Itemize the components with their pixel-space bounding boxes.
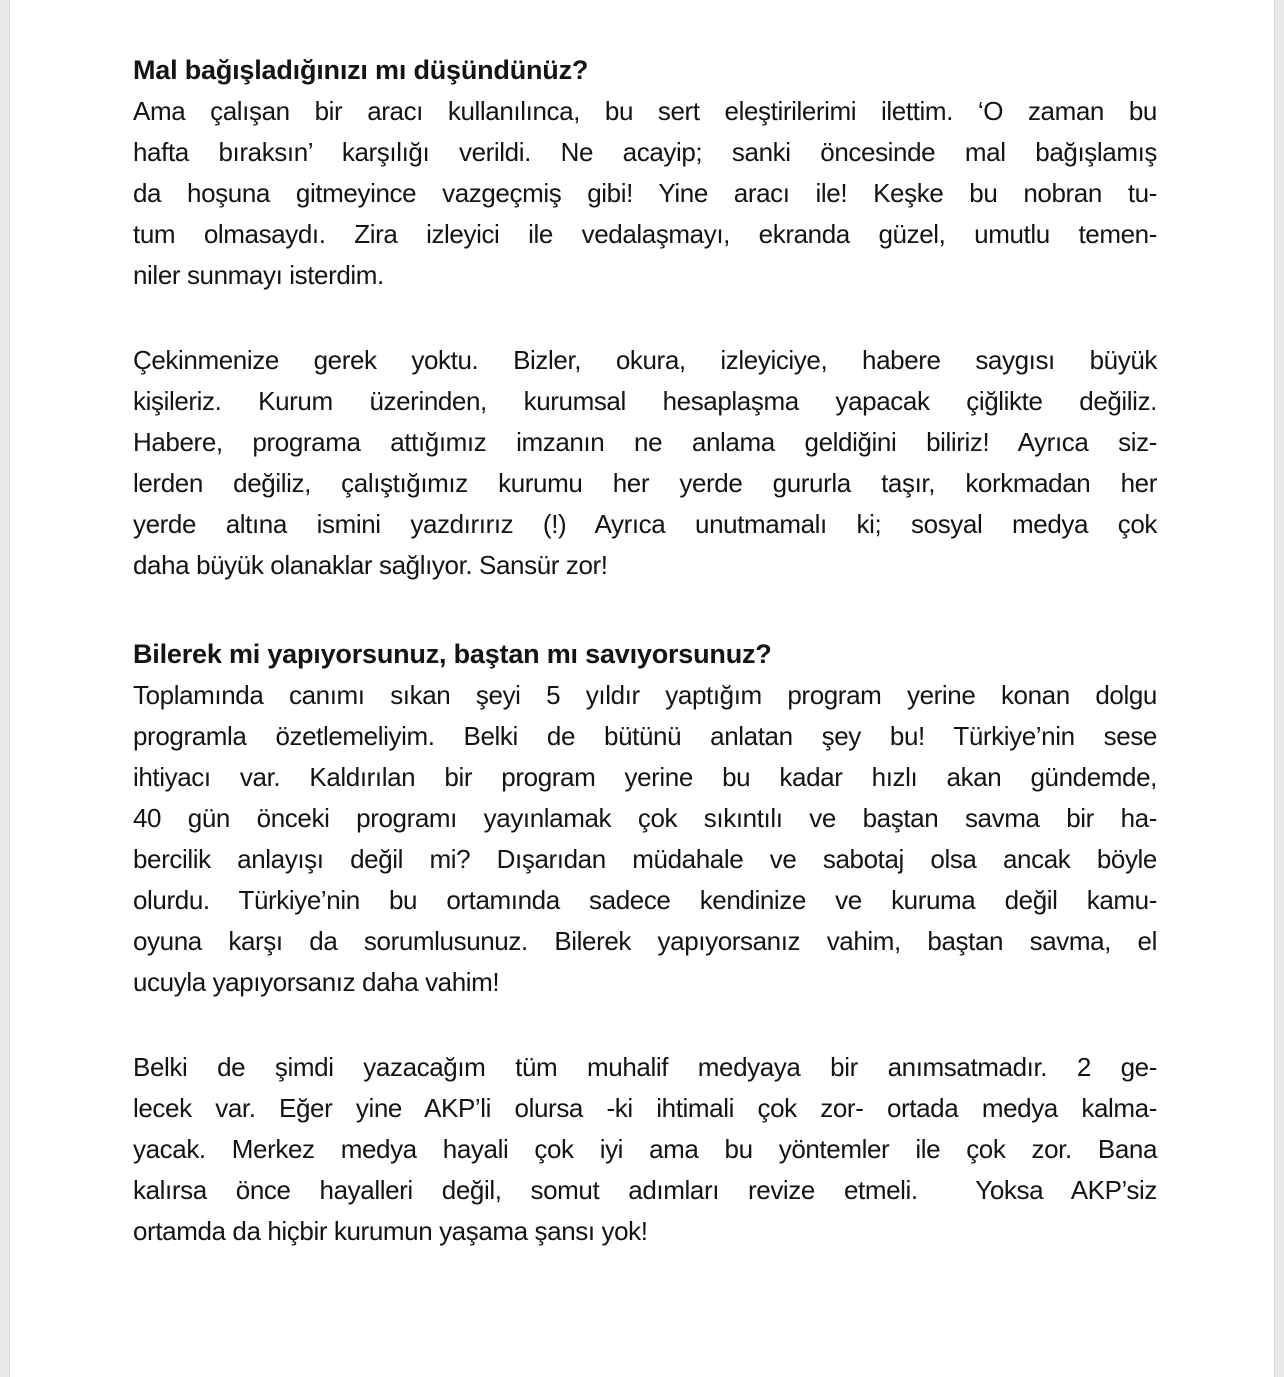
text-line: olurdu. Türkiye’nin bu ortamında sadece kendinize ve kuruma değil kamu- [133, 885, 1157, 915]
paragraph [133, 675, 1157, 1003]
article [133, 50, 1157, 1252]
text-line: ucuyla yapıyorsanız daha vahim! [133, 967, 500, 997]
text-line: tum olmasaydı. Zira izleyici ile vedalaşmayı, ekranda güzel, umutlu temen- [133, 219, 1157, 249]
text-line: ortamda da hiçbir kurumun yaşama şansı yok! [133, 1216, 648, 1246]
article-section [133, 634, 1157, 1252]
text-line: lerden değiliz, çalıştığımız kurumu her yerde gururla taşır, korkmadan her [133, 468, 1157, 498]
text-line: 40 gün önceki programı yayınlamak çok sıkıntılı ve baştan savma bir ha- [133, 803, 1157, 833]
text-line: da hoşuna gitmeyince vazgeçmiş gibi! Yine aracı ile! Keşke bu nobran tu- [133, 178, 1157, 208]
text-line: bercilik anlayışı değil mi? Dışarıdan müdahale ve sabotaj olsa ancak böyle [133, 844, 1157, 874]
text-line: hafta bıraksın’ karşılığı verildi. Ne acayip; sanki öncesinde mal bağışlamış [133, 137, 1157, 167]
text-line: ihtiyacı var. Kaldırılan bir program yerine bu kadar hızlı akan gündemde, [133, 762, 1157, 792]
text-line: Çekinmenize gerek yoktu. Bizler, okura, izleyiciye, habere saygısı büyük [133, 345, 1157, 375]
text-line: Toplamında canımı sıkan şeyi 5 yıldır yaptığım program yerine konan dolgu [133, 680, 1157, 710]
text-line: programla özetlemeliyim. Belki de bütünü anlatan şey bu! Türkiye’nin sese [133, 721, 1157, 751]
paragraph [133, 91, 1157, 296]
article-section [133, 50, 1157, 586]
paragraph [133, 1047, 1157, 1252]
text-line: lecek var. Eğer yine AKP’li olursa -ki ihtimali çok zor- ortada medya kalma- [133, 1093, 1157, 1123]
text-line: yerde altına ismini yazdırırız (!) Ayrıca unutmamalı ki; sosyal medya çok [133, 509, 1157, 539]
text-line: kalırsa önce hayalleri değil, somut adımları revize etmeli. Yoksa AKP’siz [133, 1175, 1157, 1205]
text-line: daha büyük olanaklar sağlıyor. Sansür zor! [133, 550, 608, 580]
text-line: oyuna karşı da sorumlusunuz. Bilerek yapıyorsanız vahim, baştan savma, el [133, 926, 1157, 956]
section-heading: Mal bağışladığınızı mı düşündünüz? [133, 55, 589, 85]
text-line: niler sunmayı isterdim. [133, 260, 384, 290]
text-line: kişileriz. Kurum üzerinden, kurumsal hesaplaşma yapacak çiğlikte değiliz. [133, 386, 1157, 416]
right-edge-strip [1274, 0, 1284, 1377]
text-line: Habere, programa attığımız imzanın ne anlama geldiğini biliriz! Ayrıca siz- [133, 427, 1157, 457]
paragraph [133, 340, 1157, 586]
left-edge-strip [0, 0, 10, 1377]
section-heading: Bilerek mi yapıyorsunuz, baştan mı savıyorsunuz? [133, 639, 772, 669]
text-line: Belki de şimdi yazacağım tüm muhalif medyaya bir anımsatmadır. 2 ge- [133, 1052, 1157, 1082]
text-line: yacak. Merkez medya hayali çok iyi ama bu yöntemler ile çok zor. Bana [133, 1134, 1157, 1164]
text-line: Ama çalışan bir aracı kullanılınca, bu sert eleştirilerimi ilettim. ‘O zaman bu [133, 96, 1157, 126]
